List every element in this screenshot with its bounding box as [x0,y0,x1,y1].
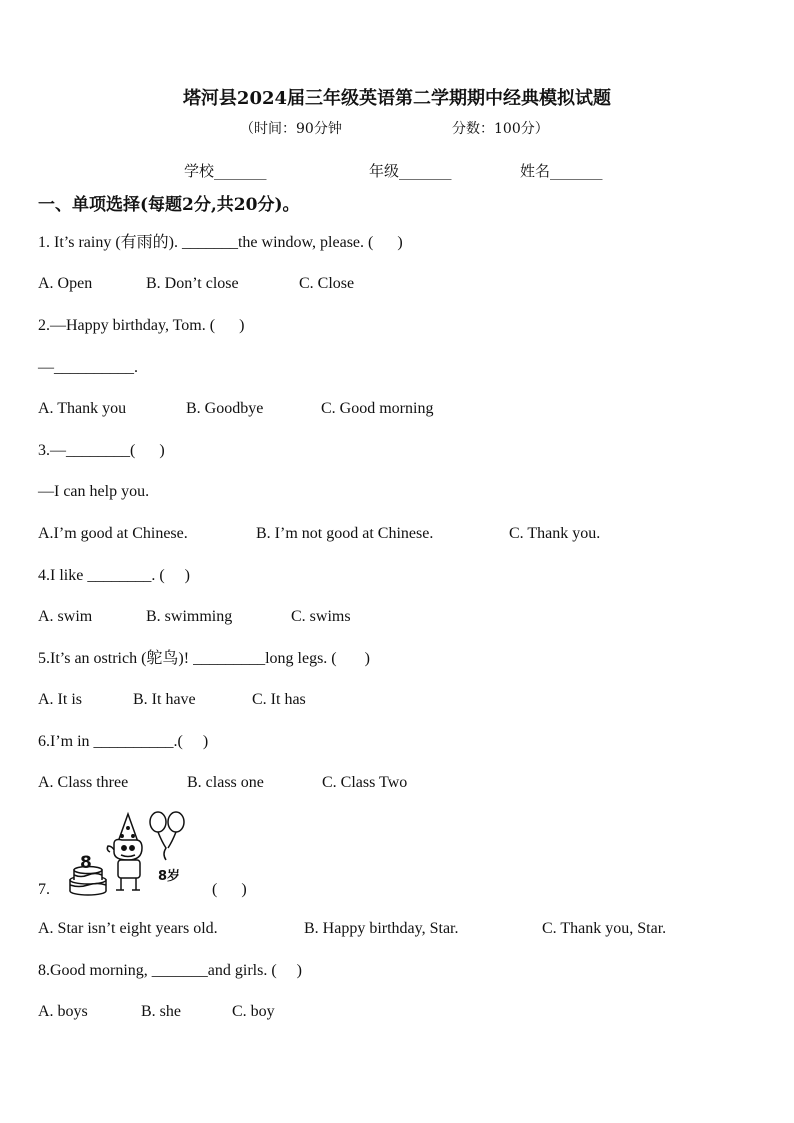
question-7-stem: 7. [38,881,50,898]
exam-title: 塔河县2024届三年级英语第二学期期中经典模拟试题 [182,88,612,109]
q6-option-b[interactable]: B. class one [187,774,264,791]
q3-option-b[interactable]: B. I’m not good at Chinese. [256,525,434,542]
q5-option-c[interactable]: C. It has [252,691,306,708]
question-2-stem: 2.—Happy birthday, Tom. ( ) [38,317,245,334]
question-8-stem: 8.Good morning, _______and girls. ( ) [38,962,302,979]
q5-option-a[interactable]: A. It is [38,691,82,708]
q5-option-b[interactable]: B. It have [133,691,196,708]
question-1-stem: 1. It’s rainy (有雨的). _______the window, please. ( ) [38,234,403,251]
q1-option-a[interactable]: A. Open [38,275,93,292]
q8-option-b[interactable]: B. she [141,1003,181,1020]
q7-option-c[interactable]: C. Thank you, Star. [542,920,667,937]
q3-option-c[interactable]: C. Thank you. [509,525,601,542]
child-icon [107,814,142,890]
grade-field: 年级_______ [369,162,452,180]
q7-option-a[interactable]: A. Star isn’t eight years old. [38,920,218,937]
question-2-response: —__________. [38,359,138,376]
q4-option-b[interactable]: B. swimming [146,608,233,625]
question-3-response: —I can help you. [38,483,150,500]
age-label: 8岁 [158,869,181,884]
q2-option-a[interactable]: A. Thank you [38,400,127,417]
exam-score: 分数：100分） [452,121,549,137]
section-title: 一、单项选择(每题2分,共20分)。 [38,195,300,215]
q8-option-a[interactable]: A. boys [38,1003,88,1020]
question-4-stem: 4.I like ________. ( ) [38,567,190,584]
q4-option-c[interactable]: C. swims [291,608,351,625]
cake-number: 8 [80,853,92,873]
question-3-stem: 3.—________( ) [38,442,165,459]
balloons-icon [150,812,184,860]
q2-option-b[interactable]: B. Goodbye [186,400,264,417]
question-6-stem: 6.I’m in __________.( ) [38,733,209,750]
q4-option-a[interactable]: A. swim [38,608,93,625]
question-7-answer-paren: ( ) [212,881,247,898]
birthday-picture [66,808,196,900]
birthday-illustration [66,808,196,900]
q7-option-b[interactable]: B. Happy birthday, Star. [304,920,459,937]
question-5-stem: 5.It’s an ostrich (鸵鸟)! _________long legs. ( ) [38,650,370,667]
q3-option-a[interactable]: A.I’m good at Chinese. [38,525,188,542]
q6-option-c[interactable]: C. Class Two [322,774,408,791]
name-field: 姓名_______ [520,162,603,180]
q8-option-c[interactable]: C. boy [232,1003,275,1020]
q2-option-c[interactable]: C. Good morning [321,400,434,417]
q6-option-a[interactable]: A. Class three [38,774,129,791]
exam-time: （时间：90分钟 [240,121,342,137]
q1-option-b[interactable]: B. Don’t close [146,275,239,292]
q1-option-c[interactable]: C. Close [299,275,355,292]
school-field: 学校_______ [184,162,267,180]
